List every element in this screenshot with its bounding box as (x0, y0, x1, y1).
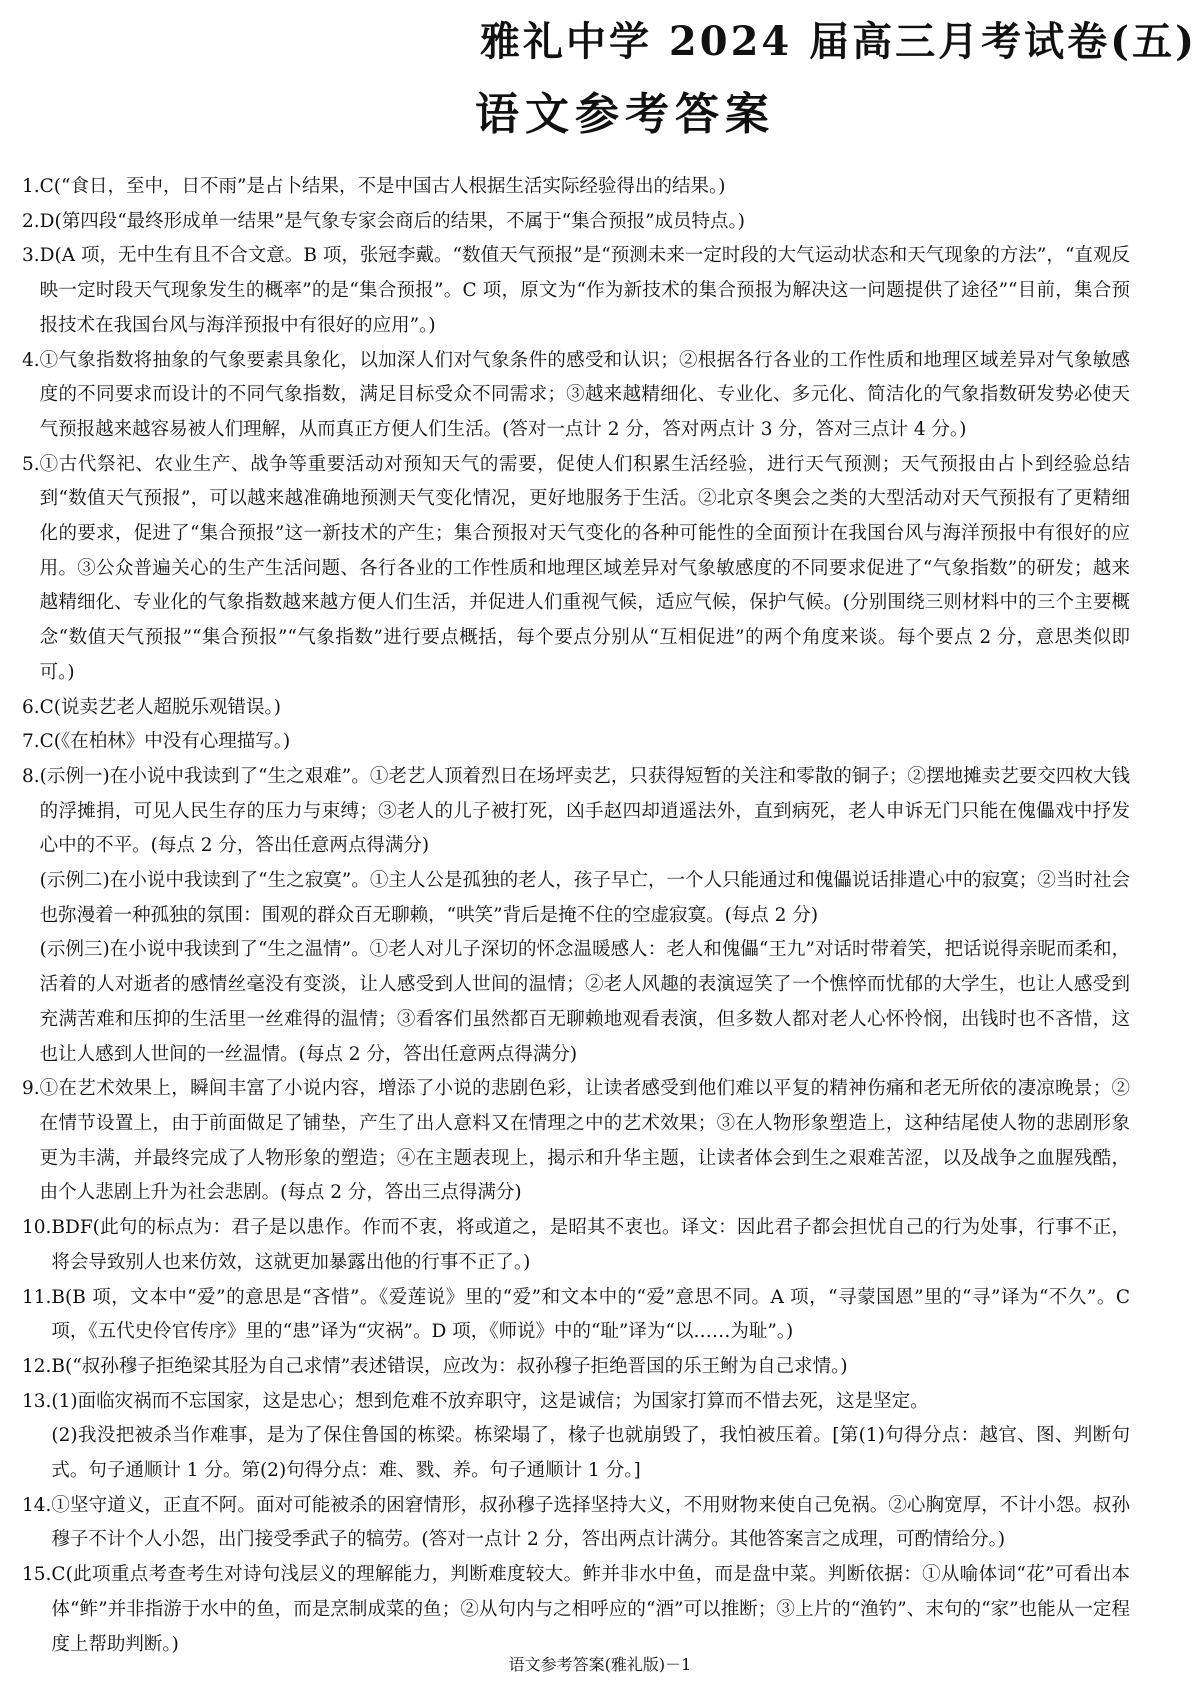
answer-number: 7. (22, 731, 40, 753)
answer-paragraph: B(“叔孙穆子拒绝梁其胫为自己求情”表述错误，应改为：叔孙穆子拒绝晋国的乐王鲋为自己求情。) (51, 1355, 848, 1377)
answer-body (51, 1211, 1130, 1280)
answer-number: 8. (22, 765, 40, 787)
answer-item (22, 239, 1130, 343)
answer-paragraph: ①古代祭祀、农业生产、战争等重要活动对预知天气的需要，促使人们积累生活经验，进行天气预测；天气预报由占卜到经验总结到“数值天气预报”，可以越来越准确地预测天气变化情况，更好地服务于生活。②北京冬奥会之类的大型活动对天气预报有了更精细化的要求，促进了“集合预报”这一新技术的产生；集合预报对天气变化的各种可能性的全面预计在我国台风与海洋预报中有很好的应用。③公众普遍关心的生产生活问题、各行各业的工作性质和地理区域差异对气象敏感度的不同要求促进了“气象指数”的研发；越来越精细化、专业化的气象指数越来越方便人们生活，并促进人们重视气候，适应气候，保护气候。(分别围绕三则材料中的三个主要概念“数值天气预报”“集合预报”“气象指数”进行要点概括，每个要点分别从“互相促进”的两个角度来谈。每个要点 2 分，意思类似即可。) (39, 453, 1130, 683)
answer-body (51, 1385, 1130, 1489)
answer-number: 3. (22, 245, 40, 267)
answer-number: 2. (22, 210, 40, 232)
answer-number: 9. (22, 1078, 40, 1100)
answer-paragraph: ①在艺术效果上，瞬间丰富了小说内容，增添了小说的悲剧色彩，让读者感受到他们难以平复的精神伤痛和老无所依的凄凉晚景；②在情节设置上，由于前面做足了铺垫，产生了出人意料又在情理之中的艺术效果；③在人物形象塑造上，这种结尾使人物的悲剧形象更为丰满，并最终完成了人物形象的塑造；④在主题表现上，揭示和升华主题，让读者体会到生之艰难苦涩，以及战争之血腥残酷，由个人悲剧上升为社会悲剧。(每点 2 分，答出三点得满分) (39, 1078, 1130, 1204)
answer-body (51, 1281, 1130, 1350)
answer-paragraph: (示例一)在小说中我读到了“生之艰难”。①老艺人顶着烈日在场坪卖艺，只获得短暂的关注和零散的铜子；②摆地摊卖艺要交四枚大钱的浮摊捐，可见人民生存的压力与束缚；③老人的儿子被打死，凶手赵四却逍遥法外，直到病死，老人申诉无门只能在傀儡戏中抒发心中的不平。(每点 2 分，答出任意两点得满分) (39, 765, 1130, 857)
answer-number: 1. (22, 176, 40, 197)
answer-paragraph: D(A 项，无中生有且不合文意。B 项，张冠李戴。“数值天气预报”是“预测未来一定时段的大气运动状态和天气现象的方法”，“直观反映一定时段天气现象发生的概率”的是“集合预报”。C 项，原文为“作为新技术的集合预报为解决这一问题提供了途径”“目前，集合预报技术在我国台风与海洋预报中有很好的应用”。) (39, 245, 1130, 336)
answer-paragraph: C(此项重点考查考生对诗句浅层义的理解能力，判断难度较大。鲊并非水中鱼，而是盘中菜。判断依据：①从喻体词“花”可看出本体“鲊”并非指游于水中的鱼，而是烹制成菜的鱼；②从句内与之相呼应的“酒”可以推断；③上片的“渔钓”、末句的“家”也能从一定程度上帮助判断。) (51, 1564, 1130, 1655)
answer-item (22, 1211, 1130, 1280)
answer-number: 14. (22, 1494, 52, 1516)
answer-item (22, 1350, 1130, 1385)
answer-item (22, 691, 1130, 726)
answer-number: 10. (22, 1217, 52, 1239)
answer-paragraph: B(B 项，文本中“爱”的意思是“吝惜”。《爱莲说》里的“爱”和文本中的“爱”意思不同。A 项，“寻蒙国恩”里的“寻”译为“不久”。C 项，《五代史伶官传序》里的“患”译为“灾祸”。D 项，《师说》中的“耻”译为“以……为耻”。) (51, 1286, 1130, 1343)
exam-title: 雅礼中学 2024 届高三月考试卷(五) (480, 18, 1198, 65)
answer-body (40, 205, 1130, 240)
answer-item (22, 760, 1130, 1072)
answer-key-heading: 语文参考答案 (475, 89, 775, 140)
answer-item (22, 205, 1130, 240)
answer-item (22, 1281, 1130, 1350)
answer-paragraph: BDF(此句的标点为：君子是以患作。作而不衷，将或道之，是昭其不衷也。译文：因此君子都会担忧自己的行为处事，行事不正，将会导致别人也来仿效，这就更加暴露出他的行事不正了。) (51, 1217, 1130, 1273)
answer-number: 5. (22, 453, 40, 475)
answer-paragraph: C(说卖艺老人超脱乐观错误。) (39, 696, 281, 718)
answer-item (22, 1489, 1130, 1558)
answer-item (22, 1385, 1130, 1489)
answer-number: 12. (22, 1355, 52, 1377)
answer-body (40, 448, 1130, 691)
answer-body (40, 760, 1130, 1072)
answer-body (51, 1489, 1130, 1558)
answer-paragraph: (2)我没把被杀当作难事，是为了保住鲁国的栋梁。栋梁塌了，椽子也就崩毁了，我怕被压着。[第(1)句得分点：越官、图、判断句式。句子通顺计 1 分。第(2)句得分点：难、戮、养。句子通顺计 1 分。] (51, 1425, 1130, 1482)
answer-paragraph: C(《在柏林》中没有心理描写。) (39, 731, 291, 753)
answer-number: 6. (22, 696, 40, 718)
answer-paragraph: (1)面临灾祸而不忘国家，这是忠心；想到危难不放弃职守，这是诚信；为国家打算而不惜去死，这是坚定。 (51, 1390, 929, 1412)
answer-item (22, 725, 1130, 760)
answer-paragraph: (示例二)在小说中我读到了“生之寂寞”。①主人公是孤独的老人，孩子早亡，一个人只能通过和傀儡说话排遣心中的寂寞；②当时社会也弥漫着一种孤独的氛围：围观的群众百无聊赖，“哄笑”背后是掩不住的空虚寂寞。(每点 2 分) (39, 870, 1130, 926)
answer-paragraph: ①气象指数将抽象的气象要素具象化，以加深人们对气象条件的感受和认识；②根据各行各业的工作性质和地理区域差异对气象敏感度的不同要求而设计的不同气象指数，满足目标受众不同需求；③越来越精细化、专业化、多元化、简洁化的气象指数研发势必使天气预报越来越容易被人们理解，从而真正方便人们生活。(答对一点计 2 分，答对两点计 3 分，答对三点计 4 分。) (39, 349, 1130, 440)
answer-body (40, 170, 1130, 205)
answer-number: 13. (22, 1390, 52, 1412)
answer-item (22, 1072, 1130, 1211)
answer-number: 4. (22, 349, 40, 371)
answer-paragraph: ①坚守道义，正直不阿。面对可能被杀的困窘情形，叔孙穆子选择坚持大义，不用财物来使自己免祸。②心胸宽厚，不计小怨。叔孙穆子不计个人小怨，出门接受季武子的犒劳。(答对一点计 2 分，答出两点计满分。其他答案言之成理，可酌情给分。) (51, 1494, 1130, 1551)
answer-body (40, 691, 1130, 726)
answer-item (22, 1558, 1130, 1662)
answer-number: 11. (22, 1286, 52, 1308)
page-footer: 语文参考答案(雅礼版)－1 (508, 1655, 692, 1674)
answer-body (40, 239, 1130, 343)
answer-paragraph: D(第四段“最终形成单一结果”是气象专家会商后的结果，不属于“集合预报”成员特点。) (39, 210, 746, 232)
answer-list (22, 170, 1130, 1662)
answer-paragraph: (示例三)在小说中我读到了“生之温情”。①老人对儿子深切的怀念温暖感人：老人和傀儡“王九”对话时带着笑，把话说得亲昵而柔和，活着的人对逝者的感情丝毫没有变淡，让人感受到人世间的温情；②老人风趣的表演逗笑了一个憔悴而忧郁的大学生，也让人感受到充满苦难和压抑的生活里一丝难得的温情；③看客们虽然都百无聊赖地观看表演，但多数人都对老人心怀怜悯，出钱时也不吝惜，这也让人感到人世间的一丝温情。(每点 2 分，答出任意两点得满分) (39, 939, 1130, 1065)
answer-body (40, 344, 1130, 448)
answer-item (22, 448, 1130, 691)
answer-item (22, 170, 1130, 205)
answer-body (51, 1558, 1130, 1662)
answer-body (51, 1350, 1130, 1385)
answer-body (40, 1072, 1130, 1211)
answer-paragraph: C(“食日，至中，日不雨”是占卜结果，不是中国古人根据生活实际经验得出的结果。) (39, 176, 726, 197)
answer-body (40, 725, 1130, 760)
answer-item (22, 344, 1130, 448)
answer-number: 15. (22, 1564, 52, 1586)
